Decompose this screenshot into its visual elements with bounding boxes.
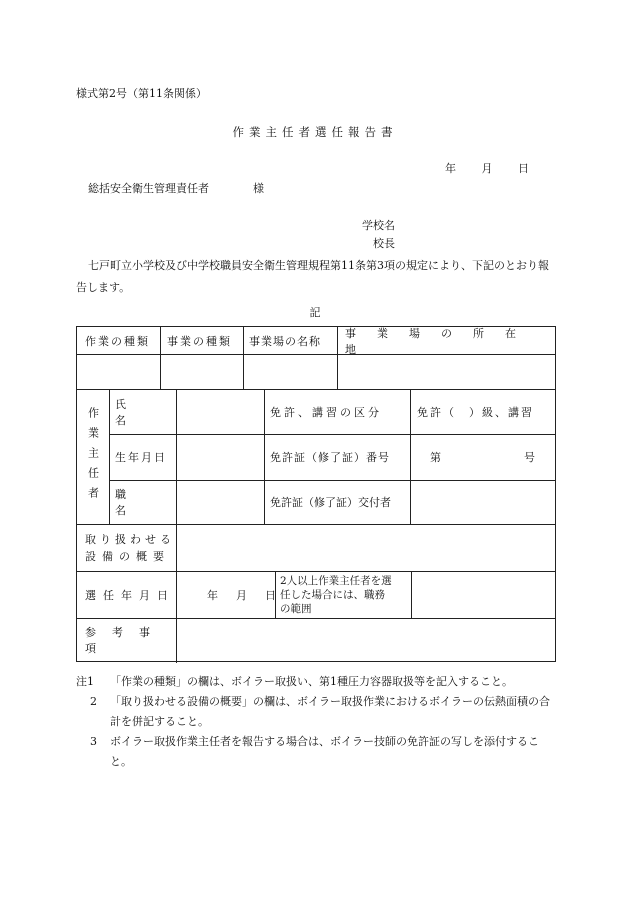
license-number-label: 免許証（修了証）番号 — [270, 451, 390, 464]
note-3: 3 ボイラー取扱作業主任者を報告する場合は、ボイラー技師の免許証の写しを添付すること。 — [90, 735, 539, 768]
report-date — [445, 160, 551, 176]
license-number-suffix: 号 — [524, 451, 535, 464]
site-name-field[interactable] — [244, 355, 337, 389]
addressee-name: 総括安全衛生管理責任者 — [88, 182, 209, 195]
equipment-label: 取り扱わせる 設備の概要 — [85, 532, 175, 563]
school-name-label: 学校名 — [362, 219, 395, 232]
note-1: 注1 「作業の種類」の欄は、ボイラー取扱い、第1種圧力容器取扱等を記入すること。 — [76, 675, 513, 688]
appointment-month: 月 — [236, 588, 247, 602]
issuer-label: 免許証（修了証）交付者 — [270, 496, 391, 509]
site-location-field[interactable] — [338, 355, 555, 389]
header-site-location: 事業場の所在地 — [345, 326, 537, 356]
multiple-chiefs-label: 2人以上作業主任者を選 任した場合には、職務 の範囲 — [280, 574, 392, 615]
business-type-field[interactable] — [161, 355, 243, 389]
header-work-type: 作業の種類 — [85, 334, 150, 348]
header-site-name: 事業場の名称 — [249, 334, 321, 348]
license-class-value: 免許（ ）級、講習 — [417, 405, 534, 419]
work-type-field[interactable] — [77, 355, 160, 389]
license-number-field[interactable] — [430, 434, 535, 480]
appointment-date-label: 選任年月日 — [85, 588, 175, 602]
issuer-field[interactable] — [411, 481, 555, 524]
appointment-year: 年 — [207, 588, 218, 602]
date-day: 日 — [518, 162, 529, 175]
form-number: 様式第2号（第11条関係） — [76, 87, 207, 100]
position-field[interactable] — [177, 481, 264, 524]
name-label: 氏名 — [115, 397, 159, 427]
equipment-field[interactable] — [177, 525, 555, 571]
body-text: 七戸町立小学校及び中学校職員安全衛生管理規程第11条第3項の規定により、下記のとおり報告します。 — [76, 259, 549, 294]
birth-date-label: 生年月日 — [115, 451, 167, 464]
principal-label: 校長 — [373, 237, 395, 250]
date-year: 年 — [445, 162, 456, 175]
report-form-table — [76, 326, 556, 662]
position-label: 職名 — [115, 488, 159, 517]
date-month: 月 — [481, 162, 493, 175]
license-class-label: 免許、講習の区分 — [270, 405, 382, 419]
license-number-prefix: 第 — [430, 451, 441, 464]
appointment-day: 日 — [265, 588, 276, 602]
appointment-date-field[interactable] — [207, 571, 275, 618]
name-field[interactable] — [177, 390, 264, 434]
document-title: 作業主任者選任報告書 — [232, 125, 398, 139]
addressee — [88, 180, 264, 196]
birth-date-field[interactable] — [177, 435, 264, 480]
remarks-field[interactable] — [177, 619, 555, 662]
notes — [76, 672, 560, 772]
multiple-chiefs-field[interactable] — [412, 572, 555, 618]
addressee-honorific: 様 — [253, 182, 264, 195]
note-2: 2 「取り扱わせる設備の概要」の欄は、ボイラー取扱作業におけるボイラーの伝熱面積の合計を併記すること。 — [90, 695, 550, 728]
ki-heading: 記 — [309, 306, 321, 319]
remarks-label: 参考事項 — [85, 626, 166, 655]
chief-label: 作業主任者 — [86, 406, 100, 507]
header-business-type: 事業の種類 — [167, 334, 232, 348]
